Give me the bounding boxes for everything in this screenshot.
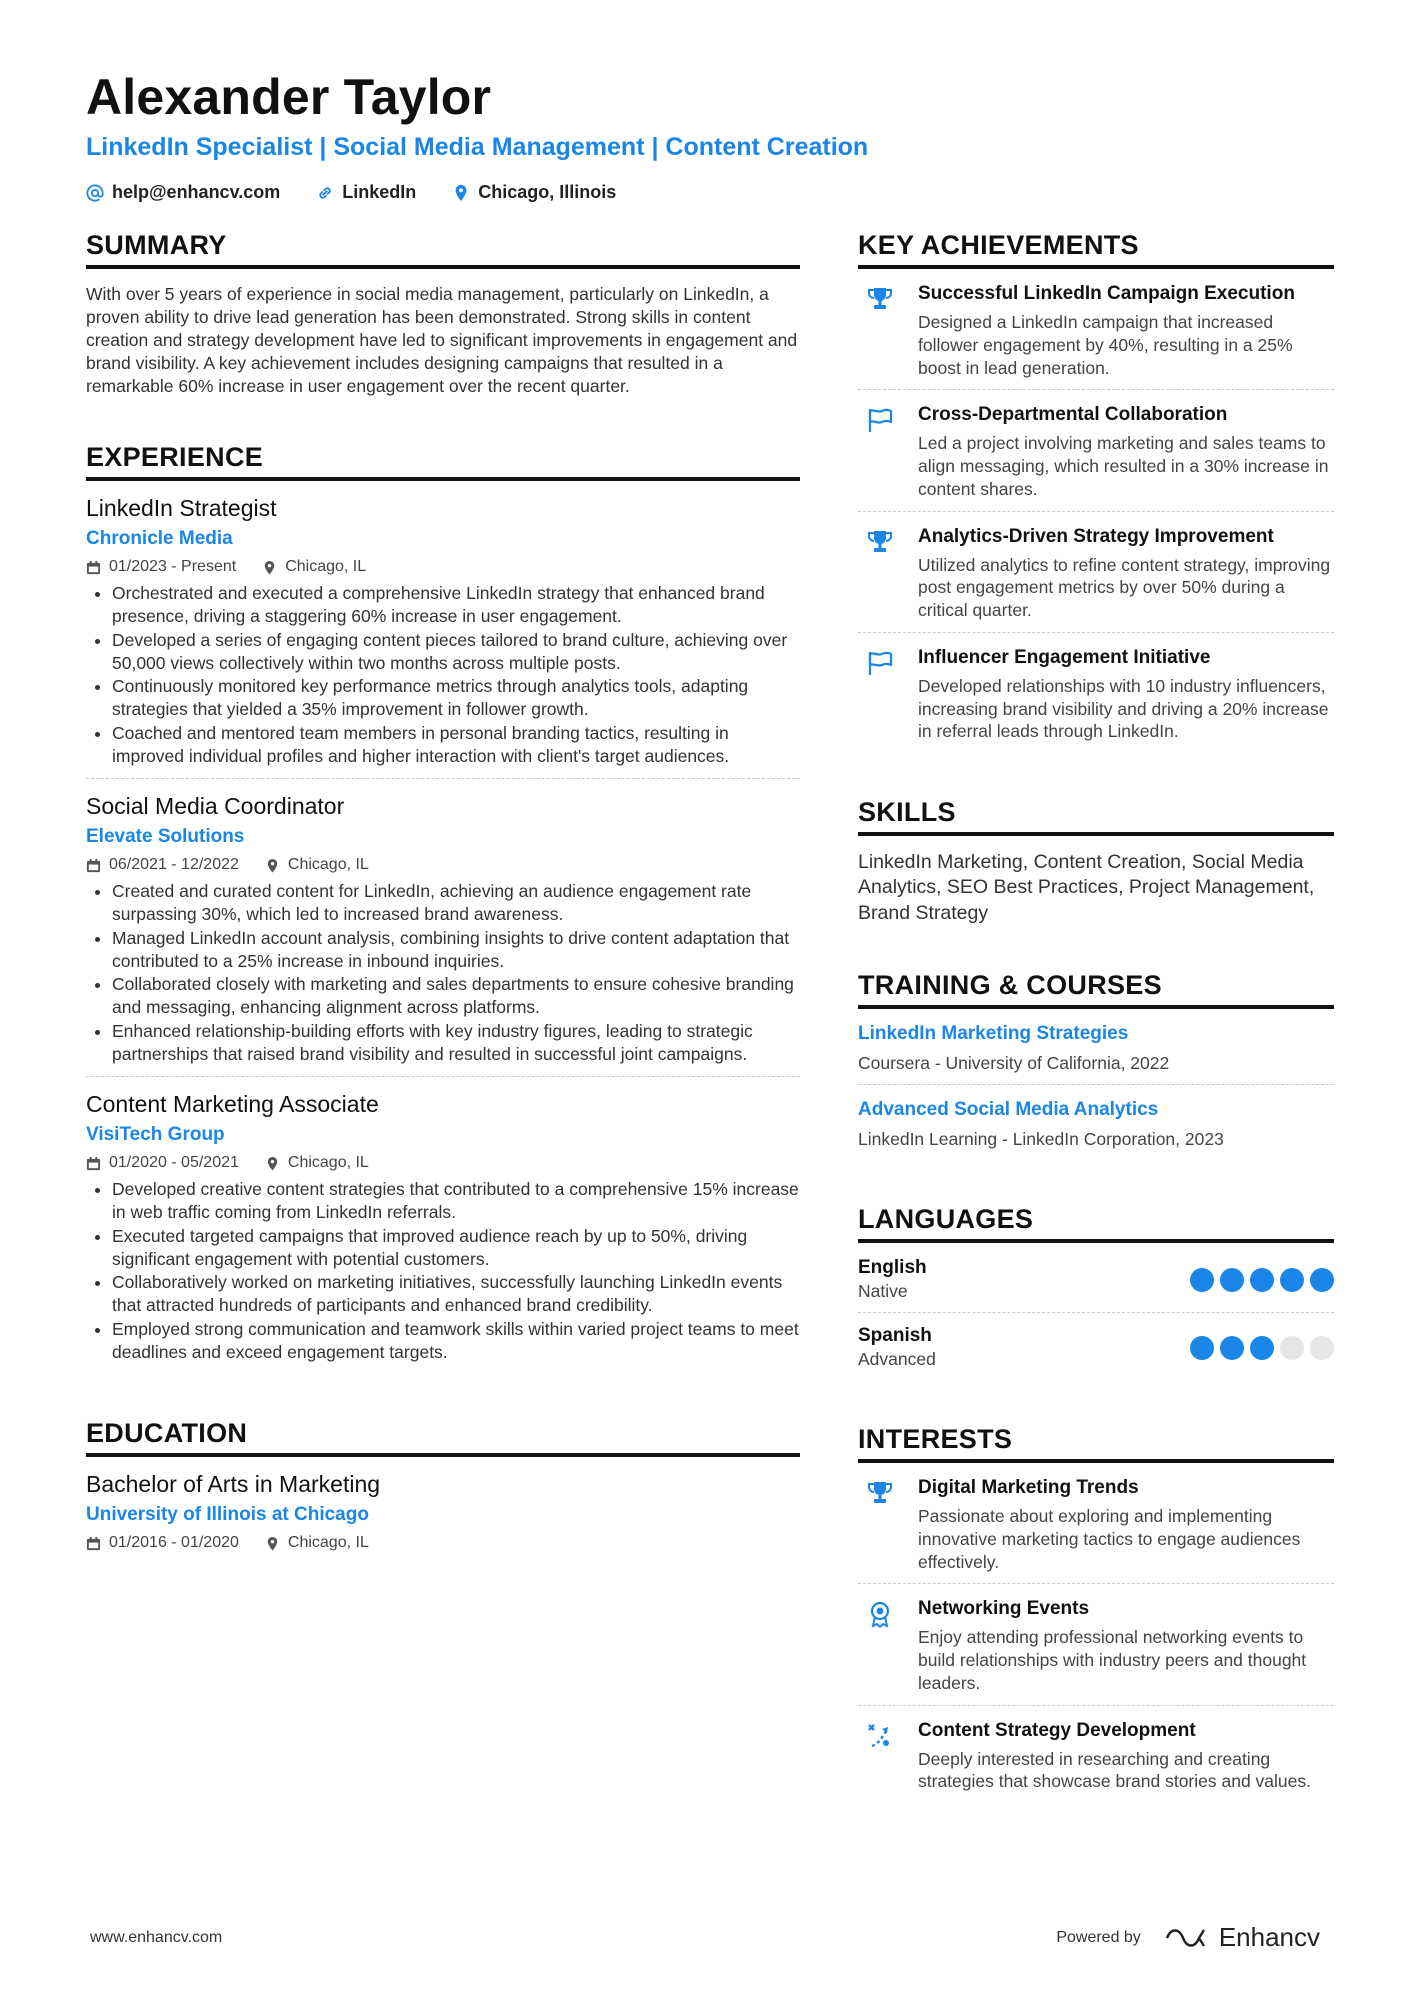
section-title: EDUCATION	[86, 1418, 800, 1457]
section-title: SKILLS	[858, 797, 1334, 836]
location-pin-icon	[265, 858, 280, 873]
job-entry	[86, 1091, 800, 1374]
interest-title: Digital Marketing Trends	[918, 1477, 1139, 1499]
proficiency-dot-filled	[1220, 1336, 1244, 1360]
interest-title: Networking Events	[918, 1598, 1090, 1620]
bullet-item: • Continuously monitored key performance metrics through analytics tools, adapting strategies that yielded a 35% improvement in follower growth.	[112, 675, 800, 721]
job-entry	[86, 495, 800, 779]
trophy-icon	[866, 528, 894, 556]
calendar-icon	[86, 1156, 101, 1171]
flag-icon	[866, 406, 894, 434]
language-item	[858, 1257, 1334, 1313]
linkedin-text: LinkedIn	[342, 182, 417, 202]
course-item	[858, 1023, 1334, 1085]
job-bullets	[86, 880, 800, 1065]
school-name: University of Illinois at Chicago	[86, 1504, 369, 1526]
job-location: Chicago, IL	[287, 856, 369, 874]
left-column	[86, 230, 800, 1847]
job-title: LinkedIn Strategist	[86, 495, 277, 522]
strategy-icon	[866, 1722, 894, 1750]
summary-section	[86, 230, 800, 398]
location-pin-icon	[452, 184, 470, 202]
calendar-icon	[86, 1536, 101, 1551]
job-list	[86, 495, 800, 1374]
skills-list: LinkedIn Marketing, Content Creation, Social Media Analytics, SEO Best Practices, Project Management, Brand Strategy	[858, 851, 1315, 924]
proficiency-dots	[1190, 1268, 1334, 1292]
bullet-item: • Managed LinkedIn account analysis, combining insights to drive content adaptation that contributed to a 25% increase in inbound inquiries.	[112, 927, 800, 973]
bullet-item: • Collaborated closely with marketing and sales departments to ensure cohesive branding and messaging, enhancing alignment across platforms.	[112, 973, 800, 1019]
proficiency-dot-empty	[1310, 1336, 1334, 1360]
proficiency-dot-filled	[1310, 1268, 1334, 1292]
job-dates: 01/2020 - 05/2021	[109, 1154, 239, 1172]
bullet-item: • Coached and mentored team members in personal branding tactics, resulting in improved individual profiles and higher interaction with client's target audiences.	[112, 722, 800, 768]
proficiency-dot-empty	[1280, 1336, 1304, 1360]
bullet-item: • Developed a series of engaging content pieces tailored to brand culture, achieving over 50,000 views collectively within two months across multiple posts.	[112, 629, 800, 675]
bullet-item: • Developed creative content strategies that contributed to a comprehensive 15% increase in web traffic coming from LinkedIn referrals.	[112, 1178, 800, 1224]
proficiency-dots	[1190, 1336, 1334, 1360]
language-item	[858, 1325, 1334, 1380]
job-dates: 01/2023 - Present	[109, 558, 237, 576]
location-pin-icon	[262, 560, 277, 575]
right-column	[858, 230, 1334, 1847]
interest-description: Deeply interested in researching and creating strategies that showcase brand stories and values.	[918, 1748, 1311, 1792]
enhancv-logo[interactable]	[1165, 1922, 1320, 1953]
achievement-title: Analytics-Driven Strategy Improvement	[918, 525, 1274, 547]
job-dates: 06/2021 - 12/2022	[109, 856, 239, 874]
interest-item	[858, 1720, 1334, 1804]
job-entry	[86, 793, 800, 1077]
trophy-icon	[866, 285, 894, 313]
section-title: KEY ACHIEVEMENTS	[858, 230, 1334, 269]
course-item	[858, 1099, 1334, 1160]
section-title: EXPERIENCE	[86, 442, 800, 481]
job-bullets	[86, 582, 800, 767]
languages-section	[858, 1204, 1334, 1380]
achievement-title: Cross-Departmental Collaboration	[918, 404, 1228, 426]
company-name: VisiTech Group	[86, 1124, 225, 1146]
proficiency-dot-filled	[1190, 1268, 1214, 1292]
at-icon	[86, 184, 104, 202]
enhancv-logo-icon	[1165, 1926, 1211, 1950]
education-dates: 01/2016 - 01/2020	[109, 1534, 239, 1552]
location-pin-icon	[265, 1156, 280, 1171]
course-provider: LinkedIn Learning - LinkedIn Corporation, 2023	[858, 1129, 1224, 1150]
job-meta	[86, 856, 800, 874]
education-section	[86, 1418, 800, 1552]
language-level: Native	[858, 1281, 908, 1302]
job-title: Content Marketing Associate	[86, 1091, 379, 1118]
achievements-section	[858, 230, 1334, 753]
job-meta	[86, 1154, 800, 1172]
education-location: Chicago, IL	[287, 1534, 369, 1552]
bullet-item: • Employed strong communication and teamwork skills within varied project teams to meet deadlines and exceed engagement targets.	[112, 1318, 800, 1364]
language-name: Spanish	[858, 1325, 932, 1347]
course-title: Advanced Social Media Analytics	[858, 1099, 1159, 1121]
brand-name: Enhancv	[1218, 1922, 1320, 1952]
interest-description: Enjoy attending professional networking events to build relationships with industry peers and thought leaders.	[918, 1627, 1307, 1693]
company-name: Elevate Solutions	[86, 826, 245, 848]
achievement-item	[858, 404, 1334, 511]
resume-page	[86, 69, 1334, 1792]
achievement-title: Successful LinkedIn Campaign Execution	[918, 283, 1295, 304]
interests-section	[858, 1424, 1334, 1803]
resume-columns	[86, 230, 1334, 1847]
powered-by	[1056, 1922, 1320, 1953]
candidate-name: Alexander Taylor	[86, 69, 492, 125]
job-bullets	[86, 1178, 800, 1363]
headline: LinkedIn Specialist | Social Media Management | Content Creation	[86, 133, 869, 161]
location-contact	[452, 182, 616, 203]
proficiency-dot-filled	[1220, 1268, 1244, 1292]
bullet-item: • Enhanced relationship-building efforts with key industry figures, leading to strategic partnerships that raised brand visibility and resulted in successful joint campaigns.	[112, 1020, 800, 1066]
language-level: Advanced	[858, 1349, 936, 1370]
language-name: English	[858, 1257, 927, 1279]
contact-bar	[86, 182, 1334, 203]
powered-by-text: Powered by	[1056, 1928, 1141, 1946]
achievement-description: Led a project involving marketing and sales teams to align messaging, which resulted in a 30% increase in content shares.	[918, 433, 1329, 499]
interest-item	[858, 1598, 1334, 1705]
job-title: Social Media Coordinator	[86, 793, 345, 820]
company-name: Chronicle Media	[86, 528, 233, 550]
achievement-item	[858, 526, 1334, 633]
interest-description: Passionate about exploring and implementing innovative marketing tactics to engage audiences effectively.	[918, 1506, 1301, 1572]
job-meta	[86, 558, 800, 576]
skills-section	[858, 797, 1334, 926]
award-ribbon-icon	[866, 1600, 894, 1628]
trophy-icon	[866, 1479, 894, 1507]
achievement-description: Utilized analytics to refine content strategy, improving post engagement metrics by over 50% during a critical quarter.	[918, 554, 1331, 620]
calendar-icon	[86, 560, 101, 575]
achievement-item	[858, 647, 1334, 753]
calendar-icon	[86, 858, 101, 873]
section-title: LANGUAGES	[858, 1204, 1334, 1243]
proficiency-dot-filled	[1190, 1336, 1214, 1360]
link-icon	[316, 184, 334, 202]
degree-title: Bachelor of Arts in Marketing	[86, 1471, 381, 1498]
flag-icon	[866, 649, 894, 677]
interest-item	[858, 1477, 1334, 1584]
job-location: Chicago, IL	[285, 558, 367, 576]
proficiency-dot-filled	[1280, 1268, 1304, 1292]
section-title: SUMMARY	[86, 230, 800, 269]
summary-text: With over 5 years of experience in social media management, particularly on LinkedIn, a proven ability to drive lead generation has been demonstrated. Strong skills in content creation and strategy development have led to significant improvements in engagement and brand visibility. A key achievement includes designing campaigns that resulted in a remarkable 60% increase in user engagement over the recent quarter.	[86, 284, 798, 397]
course-title: LinkedIn Marketing Strategies	[858, 1023, 1129, 1045]
section-title: INTERESTS	[858, 1424, 1334, 1463]
course-provider: Coursera - University of California, 2022	[858, 1053, 1170, 1074]
job-location: Chicago, IL	[287, 1154, 369, 1172]
achievement-title: Influencer Engagement Initiative	[918, 646, 1211, 668]
linkedin-contact[interactable]	[316, 182, 416, 203]
experience-section	[86, 442, 800, 1374]
bullet-item: • Executed targeted campaigns that improved audience reach by up to 50%, driving significant engagement with potential customers.	[112, 1225, 800, 1271]
interest-title: Content Strategy Development	[918, 1719, 1196, 1741]
proficiency-dot-filled	[1250, 1268, 1274, 1292]
location-text: Chicago, Illinois	[478, 182, 617, 202]
email-contact[interactable]	[86, 182, 280, 203]
proficiency-dot-filled	[1250, 1336, 1274, 1360]
bullet-item: • Collaboratively worked on marketing initiatives, successfully launching LinkedIn events that attracted hundreds of participants and enhanced brand credibility.	[112, 1271, 800, 1317]
email-text: help@enhancv.com	[112, 182, 281, 202]
achievement-description: Designed a LinkedIn campaign that increased follower engagement by 40%, resulting in a 25% boost in lead generation.	[918, 312, 1293, 378]
page-footer	[90, 1922, 1320, 1953]
achievement-description: Developed relationships with 10 industry influencers, increasing brand visibility and driving a 20% increase in referral leads through LinkedIn.	[918, 675, 1329, 742]
location-pin-icon	[265, 1536, 280, 1551]
training-section	[858, 970, 1334, 1160]
section-title: TRAINING & COURSES	[858, 970, 1334, 1009]
education-meta	[86, 1534, 800, 1552]
achievement-item	[858, 283, 1334, 390]
footer-url[interactable]: www.enhancv.com	[90, 1928, 223, 1946]
bullet-item: • Orchestrated and executed a comprehensive LinkedIn strategy that enhanced brand presence, driving a staggering 60% increase in user engagement.	[112, 582, 800, 628]
bullet-item: • Created and curated content for LinkedIn, achieving an audience engagement rate surpassing 30%, which led to increased brand awareness.	[112, 880, 800, 926]
